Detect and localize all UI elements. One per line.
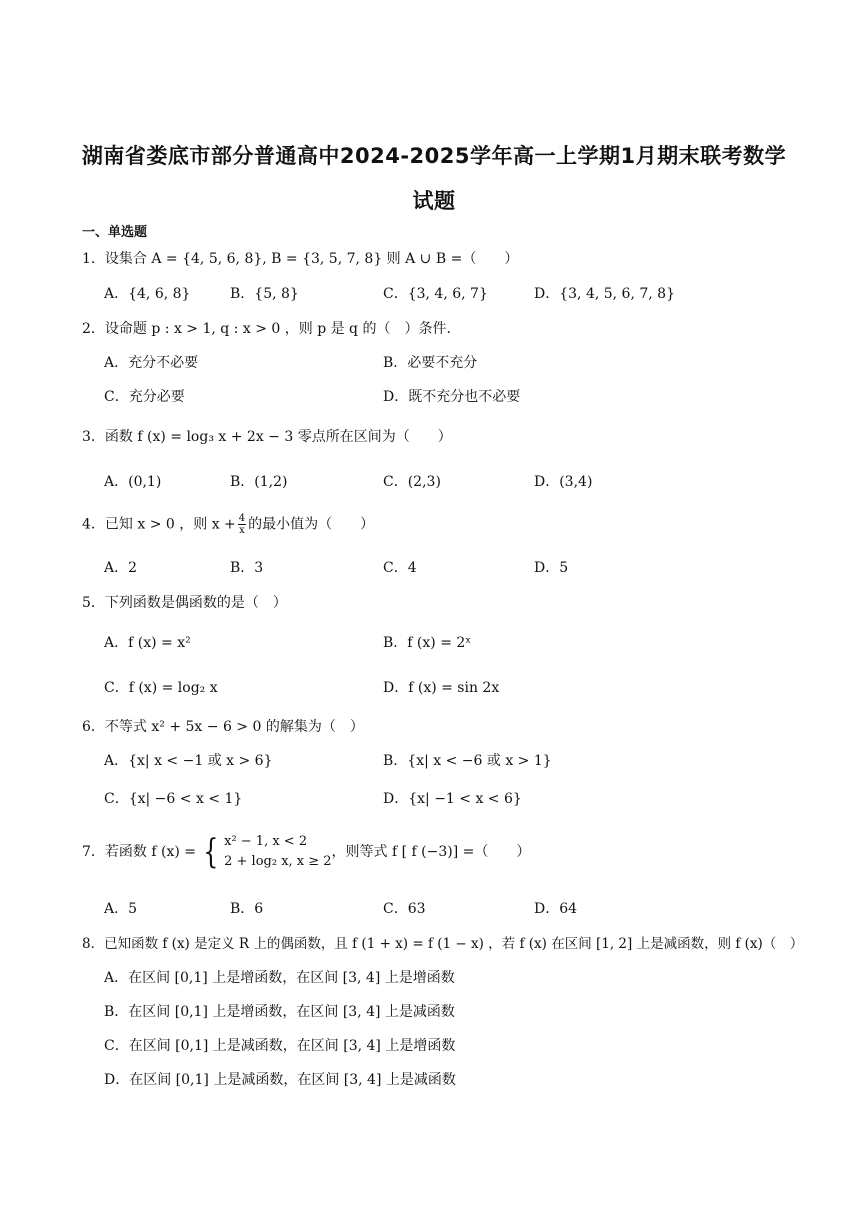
option-d: D．既不充分也不必要 [383, 389, 521, 405]
option-b: B．3 [230, 560, 264, 576]
option-a: A．在区间 [0,1] 上是增函数，在区间 [3, 4] 上是增函数 [104, 970, 455, 986]
option-a: A．{4, 6, 8} [104, 286, 191, 302]
option-b: B．(1,2) [230, 474, 288, 490]
page-title-continued: 试题 [412, 189, 456, 213]
question-text: 下列函数是偶函数的是（ ） [104, 595, 287, 611]
question-4 [82, 513, 374, 536]
question-text: 已知函数 f (x) 是定义 R 上的偶函数，且 f (1 + x) = f (1 − x) ，若 f (x) 在区间 [1, 2] 上是减函数，则 f (x)（ ） [104, 936, 804, 952]
option-c: C．63 [383, 901, 426, 917]
option-d: D．5 [534, 560, 569, 576]
question-number: 3． [82, 429, 105, 445]
question-text: 设命题 p : x > 1, q : x > 0 ，则 p 是 q 的（ ）条件． [104, 321, 461, 337]
option-b: B．f (x) = 2ˣ [383, 635, 472, 651]
piece-case-1: x² − 1, x < 2 [224, 834, 308, 849]
question-text: 若函数 f (x) = [104, 844, 197, 860]
option-a: A．f (x) = x² [104, 635, 191, 651]
option-d: D．在区间 [0,1] 上是减函数，在区间 [3, 4] 上是减函数 [104, 1072, 456, 1088]
fraction [238, 513, 246, 536]
option-b: B．必要不充分 [383, 355, 478, 371]
question-number: 5． [82, 595, 105, 611]
option-b: B．在区间 [0,1] 上是增函数，在区间 [3, 4] 上是减函数 [104, 1004, 455, 1020]
option-c: C．充分必要 [104, 389, 185, 405]
question-number: 7． [82, 844, 105, 860]
option-b: B．6 [230, 901, 264, 917]
piece-case-2: 2 + log₂ x, x ≥ 2 [224, 854, 332, 869]
question-text: 设集合 A = {4, 5, 6, 8}, B = {3, 5, 7, 8} 则 A ∪ B =（ ） [104, 251, 519, 267]
option-d: D．(3,4) [534, 474, 593, 490]
fraction-denominator: x [239, 525, 245, 536]
question-1 [82, 248, 518, 268]
question-8 [82, 932, 803, 952]
left-brace: { [203, 832, 219, 872]
option-a: A．(0,1) [104, 474, 162, 490]
option-c: C．在区间 [0,1] 上是减函数，在区间 [3, 4] 上是增函数 [104, 1038, 456, 1054]
piecewise-function [200, 832, 331, 872]
option-a: A．5 [104, 901, 138, 917]
option-c: C．f (x) = log₂ x [104, 680, 218, 696]
section-heading: 一、单选题 [82, 225, 148, 240]
question-2 [82, 318, 460, 338]
question-text: 已知 x > 0 ，则 x + [104, 516, 236, 533]
question-number: 2． [82, 321, 105, 337]
question-6 [82, 716, 364, 736]
question-text: 函数 f (x) = log₃ x + 2x − 3 零点所在区间为（ ） [104, 429, 452, 445]
question-number: 1． [82, 251, 105, 267]
option-c: C．{x| −6 < x < 1} [104, 791, 243, 807]
question-number: 8． [82, 936, 105, 952]
option-d: D．64 [534, 901, 578, 917]
page-title: 湖南省娄底市部分普通高中2024-2025学年高一上学期1月期末联考数学 [81, 144, 787, 168]
question-text-suffix: ，则等式 f [ f (−3)] =（ ） [331, 844, 531, 860]
option-a: A．{x| x < −1 或 x > 6} [104, 753, 273, 769]
question-3 [82, 426, 452, 446]
option-c: C．{3, 4, 6, 7} [383, 286, 488, 302]
option-b: B．{x| x < −6 或 x > 1} [383, 753, 552, 769]
option-c: C．4 [383, 560, 417, 576]
question-text-suffix: 的最小值为（ ） [248, 516, 375, 533]
option-d: D．{x| −1 < x < 6} [383, 791, 522, 807]
option-a: A．2 [104, 560, 138, 576]
option-c: C．(2,3) [383, 474, 441, 490]
question-7 [82, 832, 530, 872]
option-b: B．{5, 8} [230, 286, 299, 302]
option-d: D．f (x) = sin 2x [383, 680, 500, 696]
option-a: A．充分不必要 [104, 355, 199, 371]
fraction-numerator: 4 [238, 513, 246, 524]
question-5 [82, 592, 287, 612]
question-number: 6． [82, 719, 105, 735]
option-d: D．{3, 4, 5, 6, 7, 8} [534, 286, 675, 302]
question-text: 不等式 x² + 5x − 6 > 0 的解集为（ ） [104, 719, 364, 735]
question-number: 4． [82, 516, 105, 533]
